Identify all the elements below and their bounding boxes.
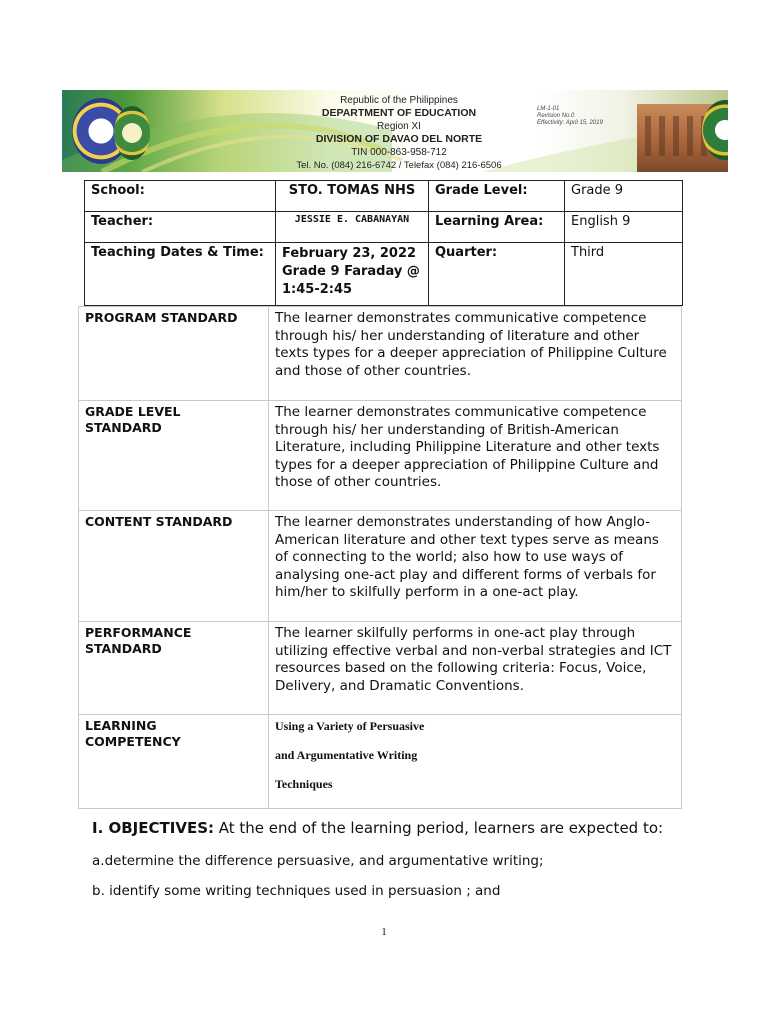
table-row — [79, 307, 682, 401]
school-value: STO. TOMAS NHS — [276, 181, 429, 212]
grade-level-label: Grade Level: — [429, 181, 565, 212]
program-standard-label: PROGRAM STANDARD — [79, 307, 269, 401]
doc-revision: Revision No.0 — [537, 113, 575, 119]
table-row — [85, 243, 683, 306]
page-number: 1 — [381, 926, 387, 938]
program-standard-text: The learner demonstrates communicative competence through his/ her understanding of literature and other texts types for a deeper appreciation of Philippine Culture and those of other countries. — [269, 307, 682, 401]
header-telephone: Tel. No. (084) 216-6742 / Telefax (084) 216-6506 — [296, 160, 502, 171]
label-line: STANDARD — [85, 420, 162, 435]
competency-line: Using a Variety of Persuasive — [275, 719, 425, 733]
division-seal-icon — [114, 106, 150, 160]
teacher-value: JESSIE E. CABANAYAN — [276, 212, 429, 243]
quarter-value: Third — [565, 243, 683, 306]
table-row — [79, 715, 682, 809]
school-label: School: — [85, 181, 276, 212]
learning-area-value: English 9 — [565, 212, 683, 243]
label-line: GRADE LEVEL — [85, 404, 181, 419]
objective-item-a: a.determine the difference persuasive, and argumentative writing; — [92, 853, 544, 869]
competency-line: Techniques — [275, 777, 333, 791]
performance-standard-label — [79, 622, 269, 715]
objectives-intro: At the end of the learning period, learners are expected to: — [214, 819, 664, 837]
learning-area-label: Learning Area: — [429, 212, 565, 243]
teaching-dates-value — [276, 243, 429, 306]
header-republic: Republic of the Philippines — [340, 95, 458, 106]
header-department: DEPARTMENT OF EDUCATION — [321, 107, 477, 119]
header-text — [264, 94, 534, 172]
label-line: PERFORMANCE — [85, 625, 192, 640]
table-row — [85, 212, 683, 243]
header-division: DIVISION OF DAVAO DEL NORTE — [315, 133, 483, 145]
dates-line-2: Grade 9 Faraday @ — [282, 264, 420, 279]
label-line: STANDARD — [85, 641, 162, 656]
competency-line: and Argumentative Writing — [275, 748, 418, 762]
objectives-title: I. OBJECTIVES: — [92, 819, 214, 837]
label-line: COMPETENCY — [85, 734, 181, 749]
dates-line-3: 1:45-2:45 — [282, 282, 353, 297]
content-standard-text: The learner demonstrates understanding of how Anglo-American literature and other text types serve as means of connecting to the world; also how to use ways of analysing one-act play and different forms of verbals for him/her to skilfully perform in a one-act play. — [269, 511, 682, 622]
document-control — [537, 106, 603, 127]
header-region: Region XI — [377, 121, 421, 132]
content-standard-label: CONTENT STANDARD — [79, 511, 269, 622]
performance-standard-text: The learner skilfully performs in one-act play through utilizing effective verbal and non-verbal strategies and ICT resources based on the following criteria: Focus, Voice, Delivery, and Dramatic Conventions. — [269, 622, 682, 715]
doc-effectivity: Effectivity: April 15, 2019 — [537, 120, 603, 126]
objectives-heading — [92, 819, 663, 837]
table-row — [85, 181, 683, 212]
grade-level-standard-text: The learner demonstrates communicative competence through his/ her understanding of British-American Literature, including Philippine Literature and other texts types for a deeper appreciation of Philippine Culture and those of other countries. — [269, 401, 682, 511]
header-banner — [62, 90, 728, 172]
learning-competency-label — [79, 715, 269, 809]
grade-level-standard-label — [79, 401, 269, 511]
lesson-info-table — [84, 180, 683, 306]
table-row — [79, 622, 682, 715]
table-row — [79, 401, 682, 511]
grade-level-value: Grade 9 — [565, 181, 683, 212]
objective-item-b: b. identify some writing techniques used in persuasion ; and — [92, 883, 501, 899]
teaching-dates-label: Teaching Dates & Time: — [85, 243, 276, 306]
quarter-label: Quarter: — [429, 243, 565, 306]
dates-line-1: February 23, 2022 — [282, 246, 417, 261]
learning-competency-text — [269, 715, 682, 809]
teacher-label: Teacher: — [85, 212, 276, 243]
label-line: LEARNING — [85, 718, 157, 733]
doc-code: LM-1-01 — [537, 106, 560, 112]
header-tin: TIN 000-863-958-712 — [351, 147, 447, 158]
standards-table — [78, 306, 682, 809]
table-row — [79, 511, 682, 622]
